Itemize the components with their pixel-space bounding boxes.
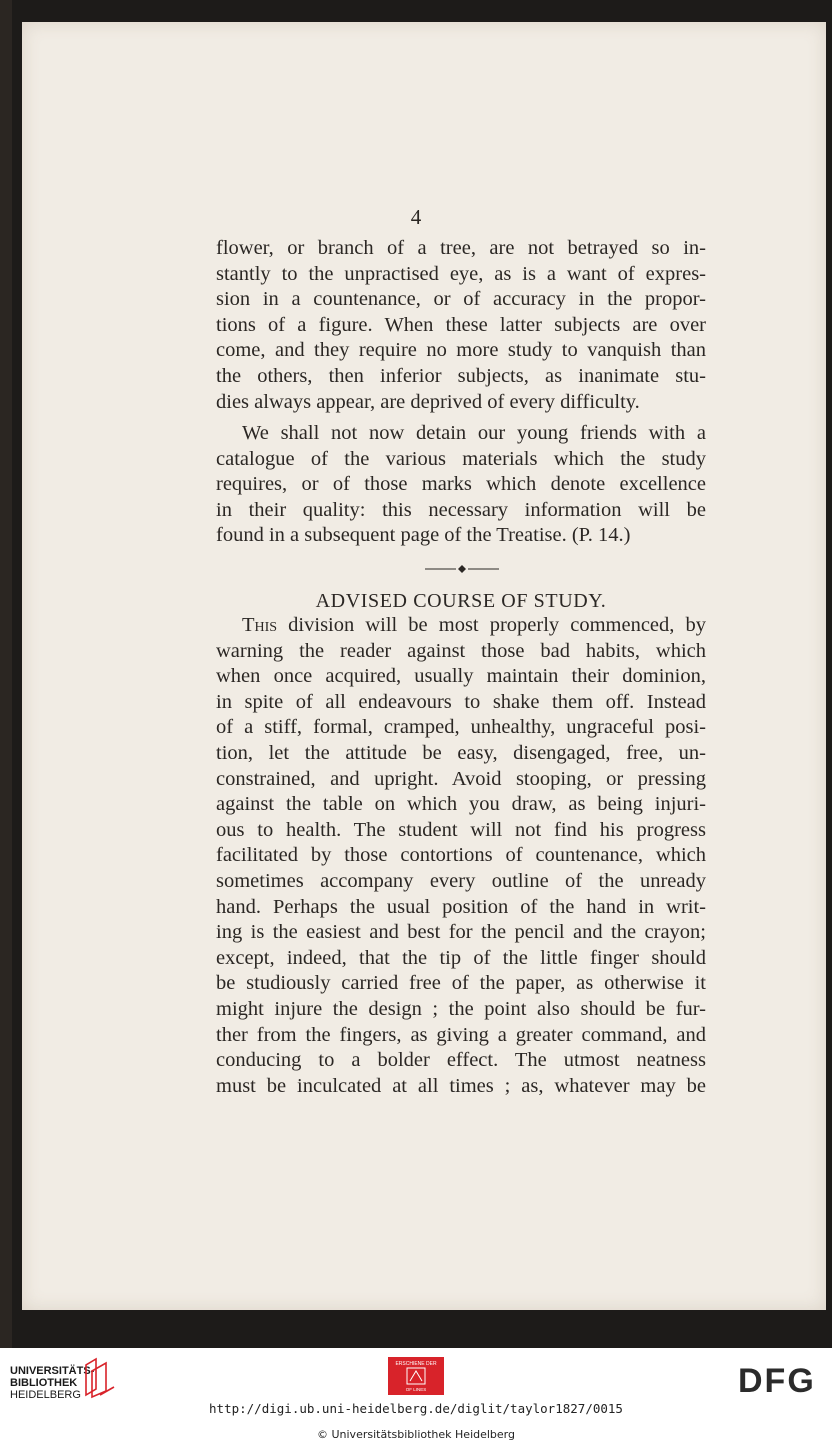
text-line: of a stiff, formal, cramped, unhealthy, ungraceful posi- <box>216 716 706 739</box>
text-line: when once acquired, usually maintain their dominion, <box>216 665 706 688</box>
section-heading: ADVISED COURSE OF STUDY. <box>315 590 607 612</box>
text-line: sometimes accompany every outline of the unready <box>216 869 706 892</box>
text-line <box>216 613 706 639</box>
text-line: except, indeed, that the tip of the little finger should <box>216 946 706 969</box>
library-name-line: BIBLIOTHEK <box>10 1377 78 1389</box>
text-line: dies always appear, are deprived of every difficulty. <box>216 390 640 413</box>
binding-strip <box>0 0 12 1348</box>
text-line: warning the reader against those bad habits, which <box>216 639 706 662</box>
collection-logo-text-bottom: OF LINES <box>405 1387 427 1392</box>
page-number: 4 <box>410 205 422 229</box>
paragraph-3 <box>216 613 706 1099</box>
text-line: must be inculcated at all times ; as, whatever may be <box>216 1074 706 1097</box>
text-line: found in a subsequent page of the Treatise. (P. 14.) <box>216 524 631 547</box>
text-line: ther from the fingers, as giving a greater command, and <box>216 1023 706 1046</box>
section-ornament-icon <box>425 563 499 575</box>
text-line: requires, or of those marks which denote excellence <box>216 473 706 496</box>
library-emblem-icon <box>82 1355 118 1399</box>
text-line: conducing to a bolder effect. The utmost neatness <box>216 1049 706 1072</box>
text-line-rest: division will be most properly commenced, by <box>277 614 706 636</box>
library-name-line: UNIVERSITÄTS- <box>10 1365 95 1377</box>
collection-logo-text-top: ERSCHIENE DER <box>395 1361 437 1367</box>
text-line: come, and they require no more study to vanquish than <box>216 339 706 362</box>
text-line: sion in a countenance, or of accuracy in the propor- <box>216 288 706 311</box>
text-line: hand. Perhaps the usual position of the hand in writ- <box>216 895 706 918</box>
drop-word: This <box>242 614 278 636</box>
text-line: the others, then inferior subjects, as inanimate stu- <box>216 364 706 387</box>
text-line: stantly to the unpractised eye, as is a want of expres- <box>216 262 706 285</box>
viewer-footer <box>0 1348 832 1450</box>
text-line: tion, let the attitude be easy, disengaged, free, un- <box>216 741 706 764</box>
text-line: We shall not now detain our young friends with a <box>242 422 706 444</box>
dfg-logo[interactable]: DFG <box>738 1362 816 1400</box>
text-line: catalogue of the various materials which the study <box>216 447 706 470</box>
library-name-line: HEIDELBERG <box>10 1389 81 1401</box>
text-line: constrained, and upright. Avoid stooping, or pressing <box>216 767 706 790</box>
text-line: in spite of all endeavours to shake them off. Instead <box>216 690 706 713</box>
copyright-notice: © Universitätsbibliothek Heidelberg <box>316 1428 515 1441</box>
collection-logo[interactable] <box>388 1357 444 1395</box>
permalink[interactable]: http://digi.ub.uni-heidelberg.de/diglit/taylor1827/0015 <box>209 1401 623 1416</box>
text-line: flower, or branch of a tree, are not betrayed so in- <box>216 237 706 259</box>
text-line: might injure the design ; the point also should be fur- <box>216 997 706 1020</box>
text-line: ing is the easiest and best for the pencil and the crayon; <box>216 921 706 944</box>
text-line: facilitated by those contortions of countenance, which <box>216 844 706 867</box>
text-line: tions of a figure. When these latter subjects are over <box>216 313 706 336</box>
text-line: in their quality: this necessary information will be <box>216 498 706 521</box>
text-line: against the table on which you draw, as being injuri- <box>216 793 706 816</box>
text-line: be studiously carried free of the paper, as otherwise it <box>216 972 706 995</box>
paragraph-1 <box>216 236 706 415</box>
paragraph-2 <box>216 421 706 549</box>
text-line: ous to health. The student will not find his progress <box>216 818 706 841</box>
